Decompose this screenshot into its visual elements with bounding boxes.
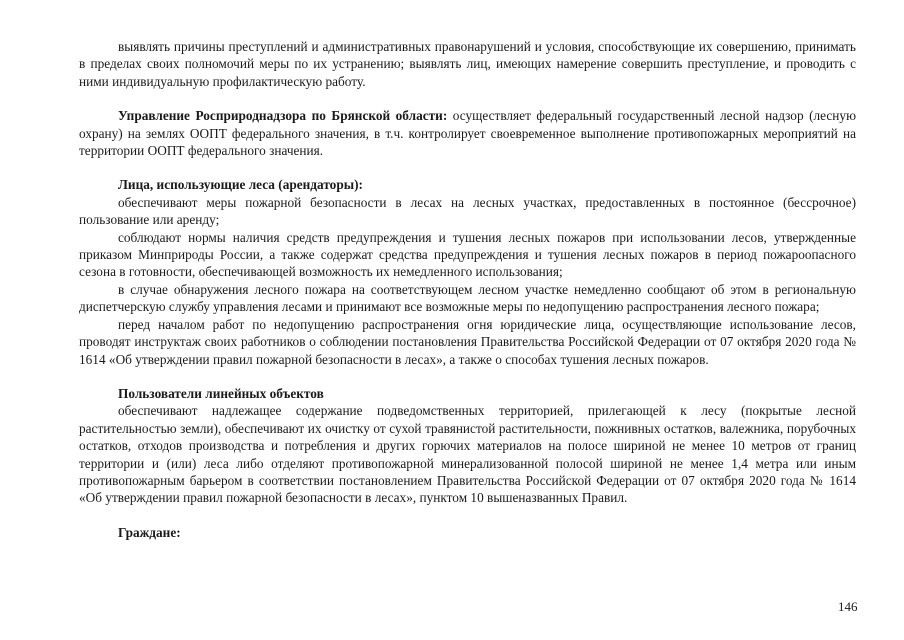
spacer xyxy=(79,159,856,176)
document-page xyxy=(79,38,856,541)
spacer xyxy=(79,90,856,107)
spacer xyxy=(79,507,856,524)
paragraph-crime-prevention: выявлять причины преступлений и административных правонарушений и условия, способствующие их совершению, принимать в пределах своих полномочий меры по их устранению; выявлять лиц, имеющих намерение совершить преступление, и проводить с ними индивидуальную профилактическую работу. xyxy=(79,39,856,89)
paragraph-equipment-norms: соблюдают нормы наличия средств предупреждения и тушения лесных пожаров при использовании лесов, утвержденные приказом Минприроды России, а также содержат средства предупреждения и тушения лесных пожаров в период пожароопасного сезона в готовности, обеспечивающей возможность их немедленного использования; xyxy=(79,229,856,280)
paragraph-rosprirodnadzor xyxy=(79,107,856,159)
paragraph-lead: Управление Росприроднадзора по Брянской области: xyxy=(118,108,448,124)
paragraph-text: осуществляет федеральный государственный лесной надзор (лесную охрану) на землях ООПТ федерального значения, в т.ч. контролирует своевременное выполнение противопожарных мероприятий на территории ООПТ федерального значения. xyxy=(79,108,856,159)
paragraph-fire-safety-measures: обеспечивают меры пожарной безопасности в лесах на лесных участках, предоставленных в постоянное (бессрочное) пользование или аренду; xyxy=(79,194,856,228)
paragraph-instruction: перед началом работ по недопущению распространения огня юридические лица, осуществляющие использование лесов, проводят инструктаж своих работников о соблюдении постановления Правительства Российской Федерации от 07 октября 2020 года № 1614 «Об утверждении правил пожарной безопасности в лесах», а также о способах тушения лесных пожаров. xyxy=(79,316,856,367)
section-heading-citizens: Граждане: xyxy=(118,524,181,540)
paragraph-fire-detection: в случае обнаружения лесного пожара на соответствующем лесном участке немедленно сообщают об этом в региональную диспетчерскую службу управления лесами и принимают все возможные меры по недопущению распространения лесного пожара; xyxy=(79,281,856,315)
spacer xyxy=(79,368,856,385)
page-number: 146 xyxy=(838,599,858,614)
section-heading-forest-users: Лица, использующие леса (арендаторы): xyxy=(118,177,363,193)
section-heading-linear-objects: Пользователи линейных объектов xyxy=(118,385,324,401)
paragraph-linear-objects-maintenance: обеспечивают надлежащее содержание подведомственных территорией, прилегающей к лесу (покрытые лесной растительностью земли), обеспечивают их очистку от сухой травянистой растительности, пожнивных остатков, валежника, порубочных остатков, отходов производства и потребления и других горючих материалов на полосе шириной не менее 10 метров от границ территории и (или) леса либо отделяют противопожарной минерализованной полосой шириной не менее 1,4 метра или иным противопожарным барьером в соответствии постановлением Правительства Российской Федерации от 07 октября 2020 года № 1614 «Об утверждении правил пожарной безопасности в лесах», пунктом 10 вышеназванных Правил. xyxy=(79,403,856,506)
